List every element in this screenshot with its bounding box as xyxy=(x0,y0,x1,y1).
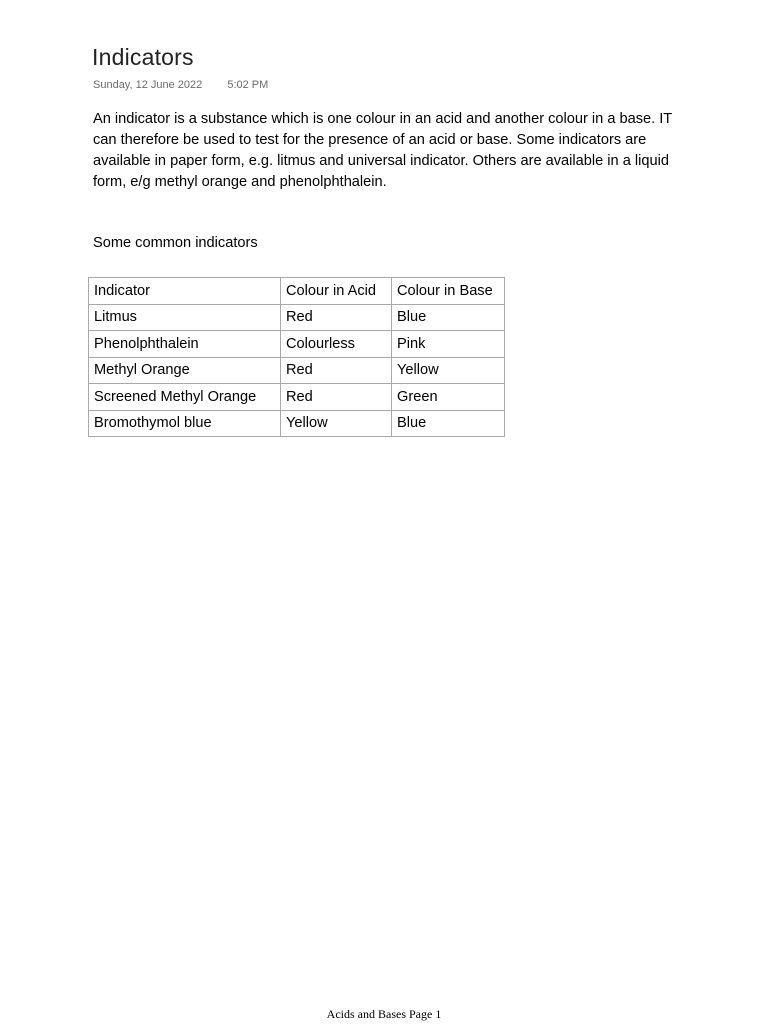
table-row xyxy=(89,331,505,358)
page-footer: Acids and Bases Page 1 xyxy=(326,1007,442,1021)
indicators-table xyxy=(88,277,505,437)
table-row xyxy=(89,410,505,437)
table-row xyxy=(89,304,505,331)
page-title: Indicators xyxy=(92,44,194,70)
table-header-row xyxy=(89,278,505,305)
table-header-cell: Colour in Acid xyxy=(281,278,392,305)
page-timestamp xyxy=(93,79,268,91)
section-label: Some common indicators xyxy=(93,235,258,251)
table-cell: Red xyxy=(281,304,392,331)
table-row xyxy=(89,357,505,384)
table-header-cell: Indicator xyxy=(89,278,281,305)
table-cell: Red xyxy=(281,384,392,411)
table-cell: Blue xyxy=(392,410,505,437)
table-cell: Bromothymol blue xyxy=(89,410,281,437)
table-cell: Red xyxy=(281,357,392,384)
intro-paragraph: An indicator is a substance which is one colour in an acid and another colour in a base. IT can therefore be used to test for the presence of an acid or base. Some indicators are available in paper form, e.g. litmus and universal indicator. Others are available in a liquid form, e/g methyl orange and phenolphthalein. xyxy=(93,111,672,190)
table-cell: Colourless xyxy=(281,331,392,358)
table-cell: Methyl Orange xyxy=(89,357,281,384)
page-date: Sunday, 12 June 2022 xyxy=(93,79,203,91)
table-cell: Screened Methyl Orange xyxy=(89,384,281,411)
table-cell: Litmus xyxy=(89,304,281,331)
table-row xyxy=(89,384,505,411)
table-header-cell: Colour in Base xyxy=(392,278,505,305)
table-cell: Yellow xyxy=(281,410,392,437)
table-cell: Yellow xyxy=(392,357,505,384)
table-cell: Pink xyxy=(392,331,505,358)
table-cell: Phenolphthalein xyxy=(89,331,281,358)
page-time: 5:02 PM xyxy=(227,79,269,91)
table-cell: Blue xyxy=(392,304,505,331)
table-cell: Green xyxy=(392,384,505,411)
